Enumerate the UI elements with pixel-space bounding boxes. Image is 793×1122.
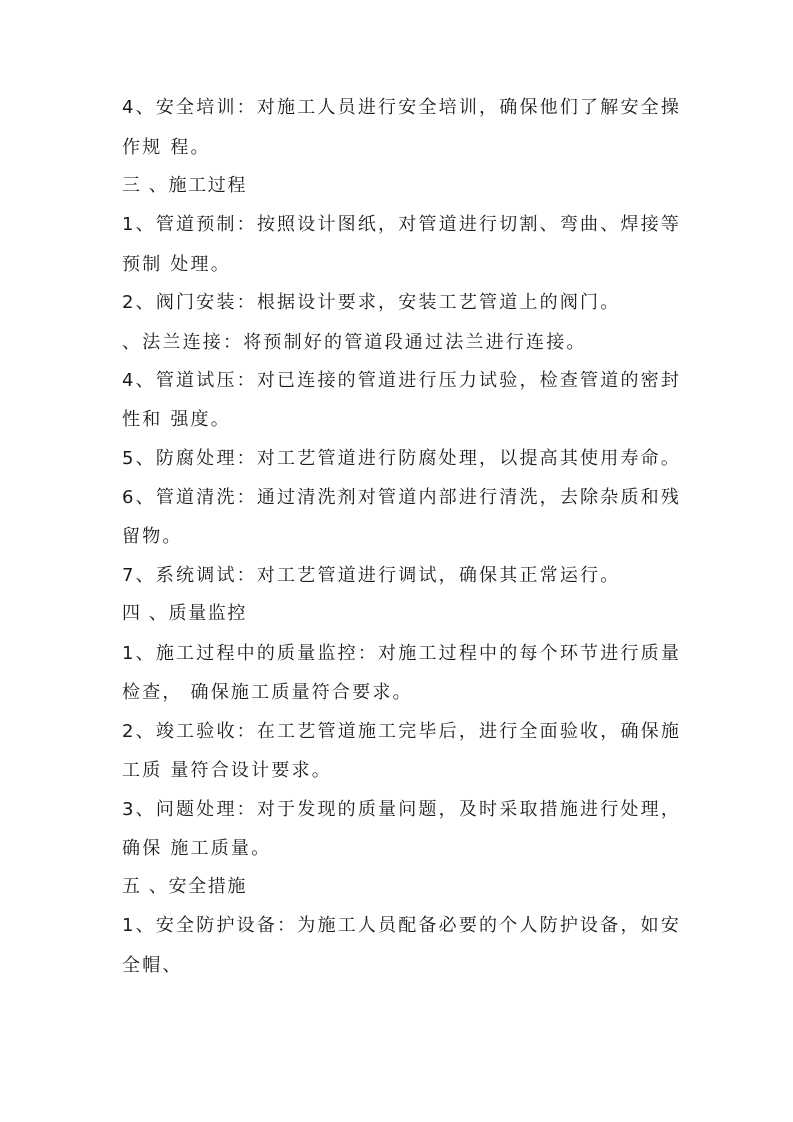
- section-heading: 四 、质量监控: [122, 603, 247, 624]
- paragraph-line: 全帽、: [122, 955, 183, 976]
- paragraph-line: 工质 量符合设计要求。: [122, 760, 332, 781]
- paragraph-line: 2、竣工验收：在工艺管道施工完毕后，进行全面验收，确保施: [122, 721, 682, 742]
- paragraph-line: 6、管道清洗：通过清洗剂对管道内部进行清洗，去除杂质和残: [122, 487, 682, 508]
- paragraph-line: 1、管道预制：按照设计图纸，对管道进行切割、弯曲、焊接等: [122, 214, 682, 235]
- paragraph-line: 4、安全培训：对施工人员进行安全培训，确保他们了解安全操: [122, 97, 682, 118]
- section-heading: 五 、安全措施: [122, 876, 247, 897]
- paragraph-line: 4、管道试压：对已连接的管道进行压力试验，检查管道的密封: [122, 370, 682, 391]
- section-heading: 三 、施工过程: [122, 175, 247, 196]
- paragraph-line: 性和 强度。: [122, 409, 231, 430]
- paragraph-line: 1、施工过程中的质量监控：对施工过程中的每个环节进行质量: [122, 643, 682, 664]
- paragraph-line: 留物。: [122, 526, 183, 547]
- paragraph-line: 2、阀门安装：根据设计要求，安装工艺管道上的阀门。: [122, 292, 621, 313]
- paragraph-line: 确保 施工质量。: [122, 838, 272, 859]
- paragraph-line: 1、安全防护设备：为施工人员配备必要的个人防护设备，如安: [122, 915, 682, 936]
- paragraph-line: 检查， 确保施工质量符合要求。: [122, 682, 413, 703]
- paragraph-line: 3、问题处理：对于发现的质量问题，及时采取措施进行处理，: [122, 799, 682, 820]
- paragraph-line: 7、系统调试：对工艺管道进行调试，确保其正常运行。: [122, 565, 621, 586]
- paragraph-line: 5、防腐处理：对工艺管道进行防腐处理，以提高其使用寿命。: [122, 448, 682, 469]
- paragraph-line: 、法兰连接：将预制好的管道段通过法兰进行连接。: [122, 332, 587, 353]
- paragraph-line: 预制 处理。: [122, 254, 231, 275]
- paragraph-line: 作规 程。: [122, 137, 211, 158]
